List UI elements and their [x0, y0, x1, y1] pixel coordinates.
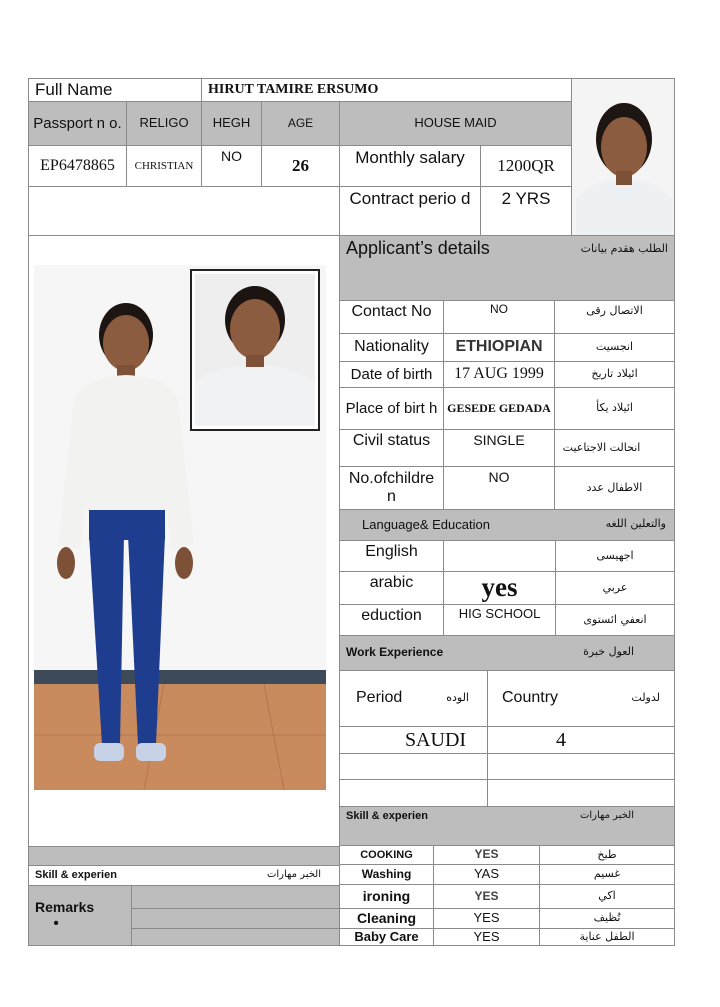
- position-label: HOUSE MAID: [339, 101, 572, 146]
- work-header: [339, 635, 675, 671]
- skill-cooking-label: COOKING: [339, 845, 434, 865]
- skill-babycare-label: Baby Care: [339, 928, 434, 946]
- children-arabic: الاطفال عدد: [554, 466, 675, 510]
- period-label: Period: [356, 689, 403, 707]
- work-years-value: 4: [487, 726, 675, 754]
- period-arabic: الوده: [446, 691, 469, 705]
- salary-value: 1200QR: [480, 145, 572, 187]
- english-arabic: اجهيسى: [555, 540, 675, 572]
- age-value: 26: [261, 145, 340, 187]
- civil-status-arabic: انحالت الاجتاعيت: [554, 429, 675, 467]
- full-name-value: HIRUT TAMIRE ERSUMO: [201, 78, 572, 102]
- applicant-title: Applicant’s details: [346, 238, 490, 258]
- religion-value: CHRISTIAN: [126, 145, 202, 187]
- left-skill-title-arabic: الخبر مهارات: [266, 869, 321, 881]
- civil-status-label: Civil status: [339, 429, 444, 467]
- applicant-header: [339, 235, 675, 301]
- country-header: [487, 670, 675, 727]
- full-name-label: Full Name: [28, 78, 202, 102]
- contract-value: 2 YRS: [480, 186, 572, 236]
- period-header: [339, 670, 488, 727]
- skill-babycare-arabic: الطفل عناية: [539, 928, 675, 946]
- skill-cleaning-arabic: تُظيف: [539, 908, 675, 929]
- education-arabic: انعفي ائستوى: [555, 604, 675, 636]
- blank-cell: [28, 186, 340, 236]
- portrait-photo: [571, 78, 675, 236]
- skill-babycare-value: YES: [433, 928, 540, 946]
- children-value: NO: [443, 466, 555, 510]
- english-label: English: [339, 540, 444, 572]
- applicant-title-arabic: الطلب هقدم بيانات: [580, 242, 668, 255]
- portrait-image: [572, 79, 675, 236]
- country-arabic: لدولت: [631, 691, 660, 705]
- remarks-bullet: •: [53, 915, 59, 933]
- work-title-arabic: العول خبرة: [583, 645, 634, 659]
- skill-cooking-value: YES: [433, 845, 540, 865]
- children-label: No.ofchildre n: [339, 466, 444, 510]
- language-title: Language& Education: [362, 516, 490, 532]
- birthplace-value: GESEDE GEDADA: [443, 387, 555, 430]
- country-label: Country: [502, 689, 559, 707]
- skill-ironing-arabic: اكي: [539, 884, 675, 909]
- religion-label: RELIGO: [126, 101, 202, 146]
- height-label: HEGH: [201, 101, 262, 146]
- civil-status-value: SINGLE: [443, 429, 555, 467]
- dob-label: Date of birth: [339, 361, 444, 388]
- skill-ironing-label: ironing: [339, 884, 434, 909]
- work-empty-cell: [487, 753, 675, 780]
- remarks-line: [131, 928, 340, 946]
- arabic-arabic: عربي: [555, 571, 675, 605]
- age-label: AGE: [261, 101, 340, 146]
- remarks-cell: [28, 885, 132, 946]
- skill-ironing-value: YES: [433, 884, 540, 909]
- arabic-value: yes: [443, 571, 556, 605]
- left-grey-strip: [28, 846, 340, 866]
- skill-washing-arabic: غسيم: [539, 864, 675, 885]
- skill-washing-label: Washing: [339, 864, 434, 885]
- english-value: [443, 540, 556, 572]
- skill-cleaning-value: YES: [433, 908, 540, 929]
- contact-value: NO: [443, 300, 555, 334]
- work-title: Work Experience: [346, 645, 444, 660]
- nationality-arabic: انجسيت: [554, 333, 675, 362]
- nationality-value: ETHIOPIAN: [443, 333, 555, 362]
- contact-arabic: الاتصال رقى: [554, 300, 675, 334]
- birthplace-label: Place of birt h: [339, 387, 444, 430]
- salary-label: Monthly salary: [339, 145, 481, 187]
- arabic-label: arabic: [339, 571, 444, 605]
- work-empty-cell: [339, 753, 488, 780]
- skills-title-arabic: الخبر مهارات: [579, 810, 634, 821]
- remarks-label: Remarks: [35, 899, 95, 916]
- language-title-arabic: والتعلين اللغه: [605, 516, 666, 530]
- dob-arabic: ائيلاد تاريخ: [554, 361, 675, 388]
- remarks-line: [131, 908, 340, 929]
- nationality-label: Nationality: [339, 333, 444, 362]
- birthplace-arabic: ائيلاد يكأ: [554, 387, 675, 430]
- contact-label: Contact No: [339, 300, 444, 334]
- work-empty-cell: [339, 779, 488, 807]
- skills-header: [339, 806, 675, 846]
- passport-number: EP6478865: [28, 145, 127, 187]
- education-value: HIG SCHOOL: [443, 604, 556, 636]
- work-empty-cell: [487, 779, 675, 807]
- left-skill-title: Skill & experien: [35, 869, 117, 882]
- skill-cooking-arabic: طبخ: [539, 845, 675, 865]
- full-body-photo: [34, 265, 326, 790]
- contract-label: Contract perio d: [339, 186, 481, 236]
- height-value: NO: [201, 145, 262, 187]
- language-header: [339, 509, 675, 541]
- skill-washing-value: YAS: [433, 864, 540, 885]
- education-label: eduction: [339, 604, 444, 636]
- dob-value: 17 AUG 1999: [443, 361, 555, 388]
- full-body-image: [34, 265, 326, 790]
- passport-label: Passport n o.: [28, 101, 127, 146]
- skill-cleaning-label: Cleaning: [339, 908, 434, 929]
- skills-title: Skill & experien: [346, 810, 428, 822]
- left-skill-header: [28, 865, 340, 886]
- remarks-line: [131, 885, 340, 909]
- work-country-value: SAUDI: [339, 726, 488, 754]
